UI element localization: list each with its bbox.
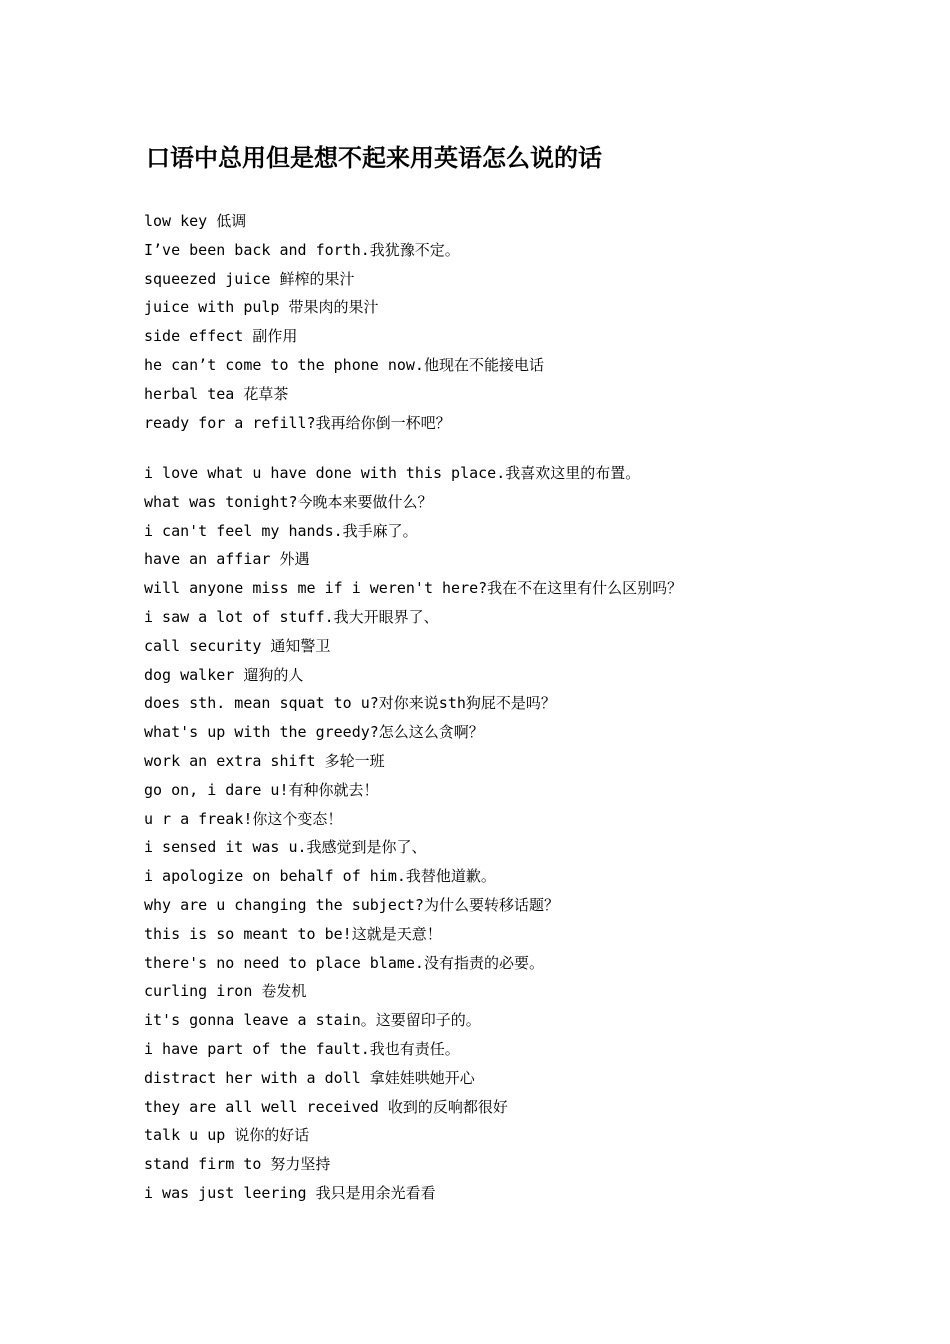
phrase-line: distract her with a doll 拿娃娃哄她开心 [144, 1068, 475, 1087]
phrase-line: u r a freak!你这个变态！ [144, 809, 343, 828]
phrase-line: why are u changing the subject?为什么要转移话题？ [144, 895, 559, 914]
phrase-line: there's no need to place blame.没有指责的必要。 [144, 953, 544, 972]
phrase-line: what was tonight?今晚本来要做什么？ [144, 492, 433, 511]
phrase-line: work an extra shift 多轮一班 [144, 751, 385, 770]
phrase-line: I’ve been back and forth.我犹豫不定。 [144, 240, 460, 259]
phrase-line: it's gonna leave a stain。这要留印子的。 [144, 1011, 481, 1030]
phrase-line: have an affiar 外遇 [144, 550, 310, 569]
phrase-line: side effect 副作用 [144, 327, 298, 346]
phrase-line: stand firm to 努力坚持 [144, 1155, 331, 1174]
phrase-group-2 [144, 459, 682, 1208]
phrase-line: i have part of the fault.我也有责任。 [144, 1039, 460, 1058]
document-title: 口语中总用但是想不起来用英语怎么说的话 [146, 143, 602, 172]
phrase-line: curling iron 卷发机 [144, 982, 307, 1001]
phrase-line: low key 低调 [144, 212, 247, 230]
phrase-line: call security 通知警卫 [144, 636, 331, 655]
phrase-line: i saw a lot of stuff.我大开眼界了、 [144, 607, 439, 626]
phrase-line: ready for a refill?我再给你倒一杯吧？ [144, 413, 451, 432]
phrase-group-1 [144, 207, 544, 437]
phrase-line: talk u up 说你的好话 [144, 1126, 310, 1145]
phrase-line: i love what u have done with this place.我喜欢这里的布置。 [144, 464, 641, 482]
phrase-line: this is so meant to be!这就是天意！ [144, 924, 442, 943]
phrase-line: i can't feel my hands.我手麻了。 [144, 521, 418, 540]
phrase-line: go on, i dare u!有种你就去！ [144, 780, 379, 799]
phrase-line: i was just leering 我只是用余光看看 [144, 1183, 436, 1202]
phrase-line: dog walker 遛狗的人 [144, 665, 304, 684]
phrase-line: herbal tea 花草茶 [144, 384, 289, 403]
phrase-line: squeezed juice 鲜榨的果汁 [144, 269, 355, 288]
phrase-line: he can’t come to the phone now.他现在不能接电话 [144, 355, 544, 374]
phrase-line: i sensed it was u.我感觉到是你了、 [144, 838, 427, 857]
phrase-line: juice with pulp 带果肉的果汁 [144, 298, 379, 317]
phrase-line: what's up with the greedy?怎么这么贪啊？ [144, 723, 484, 742]
phrase-line: does sth. mean squat to u?对你来说sth狗屁不是吗？ [144, 694, 556, 713]
phrase-line: i apologize on behalf of him.我替他道歉。 [144, 867, 496, 886]
phrase-line: will anyone miss me if i weren't here?我在不在这里有什么区别吗？ [144, 579, 683, 598]
phrase-line: they are all well received 收到的反响都很好 [144, 1097, 508, 1116]
